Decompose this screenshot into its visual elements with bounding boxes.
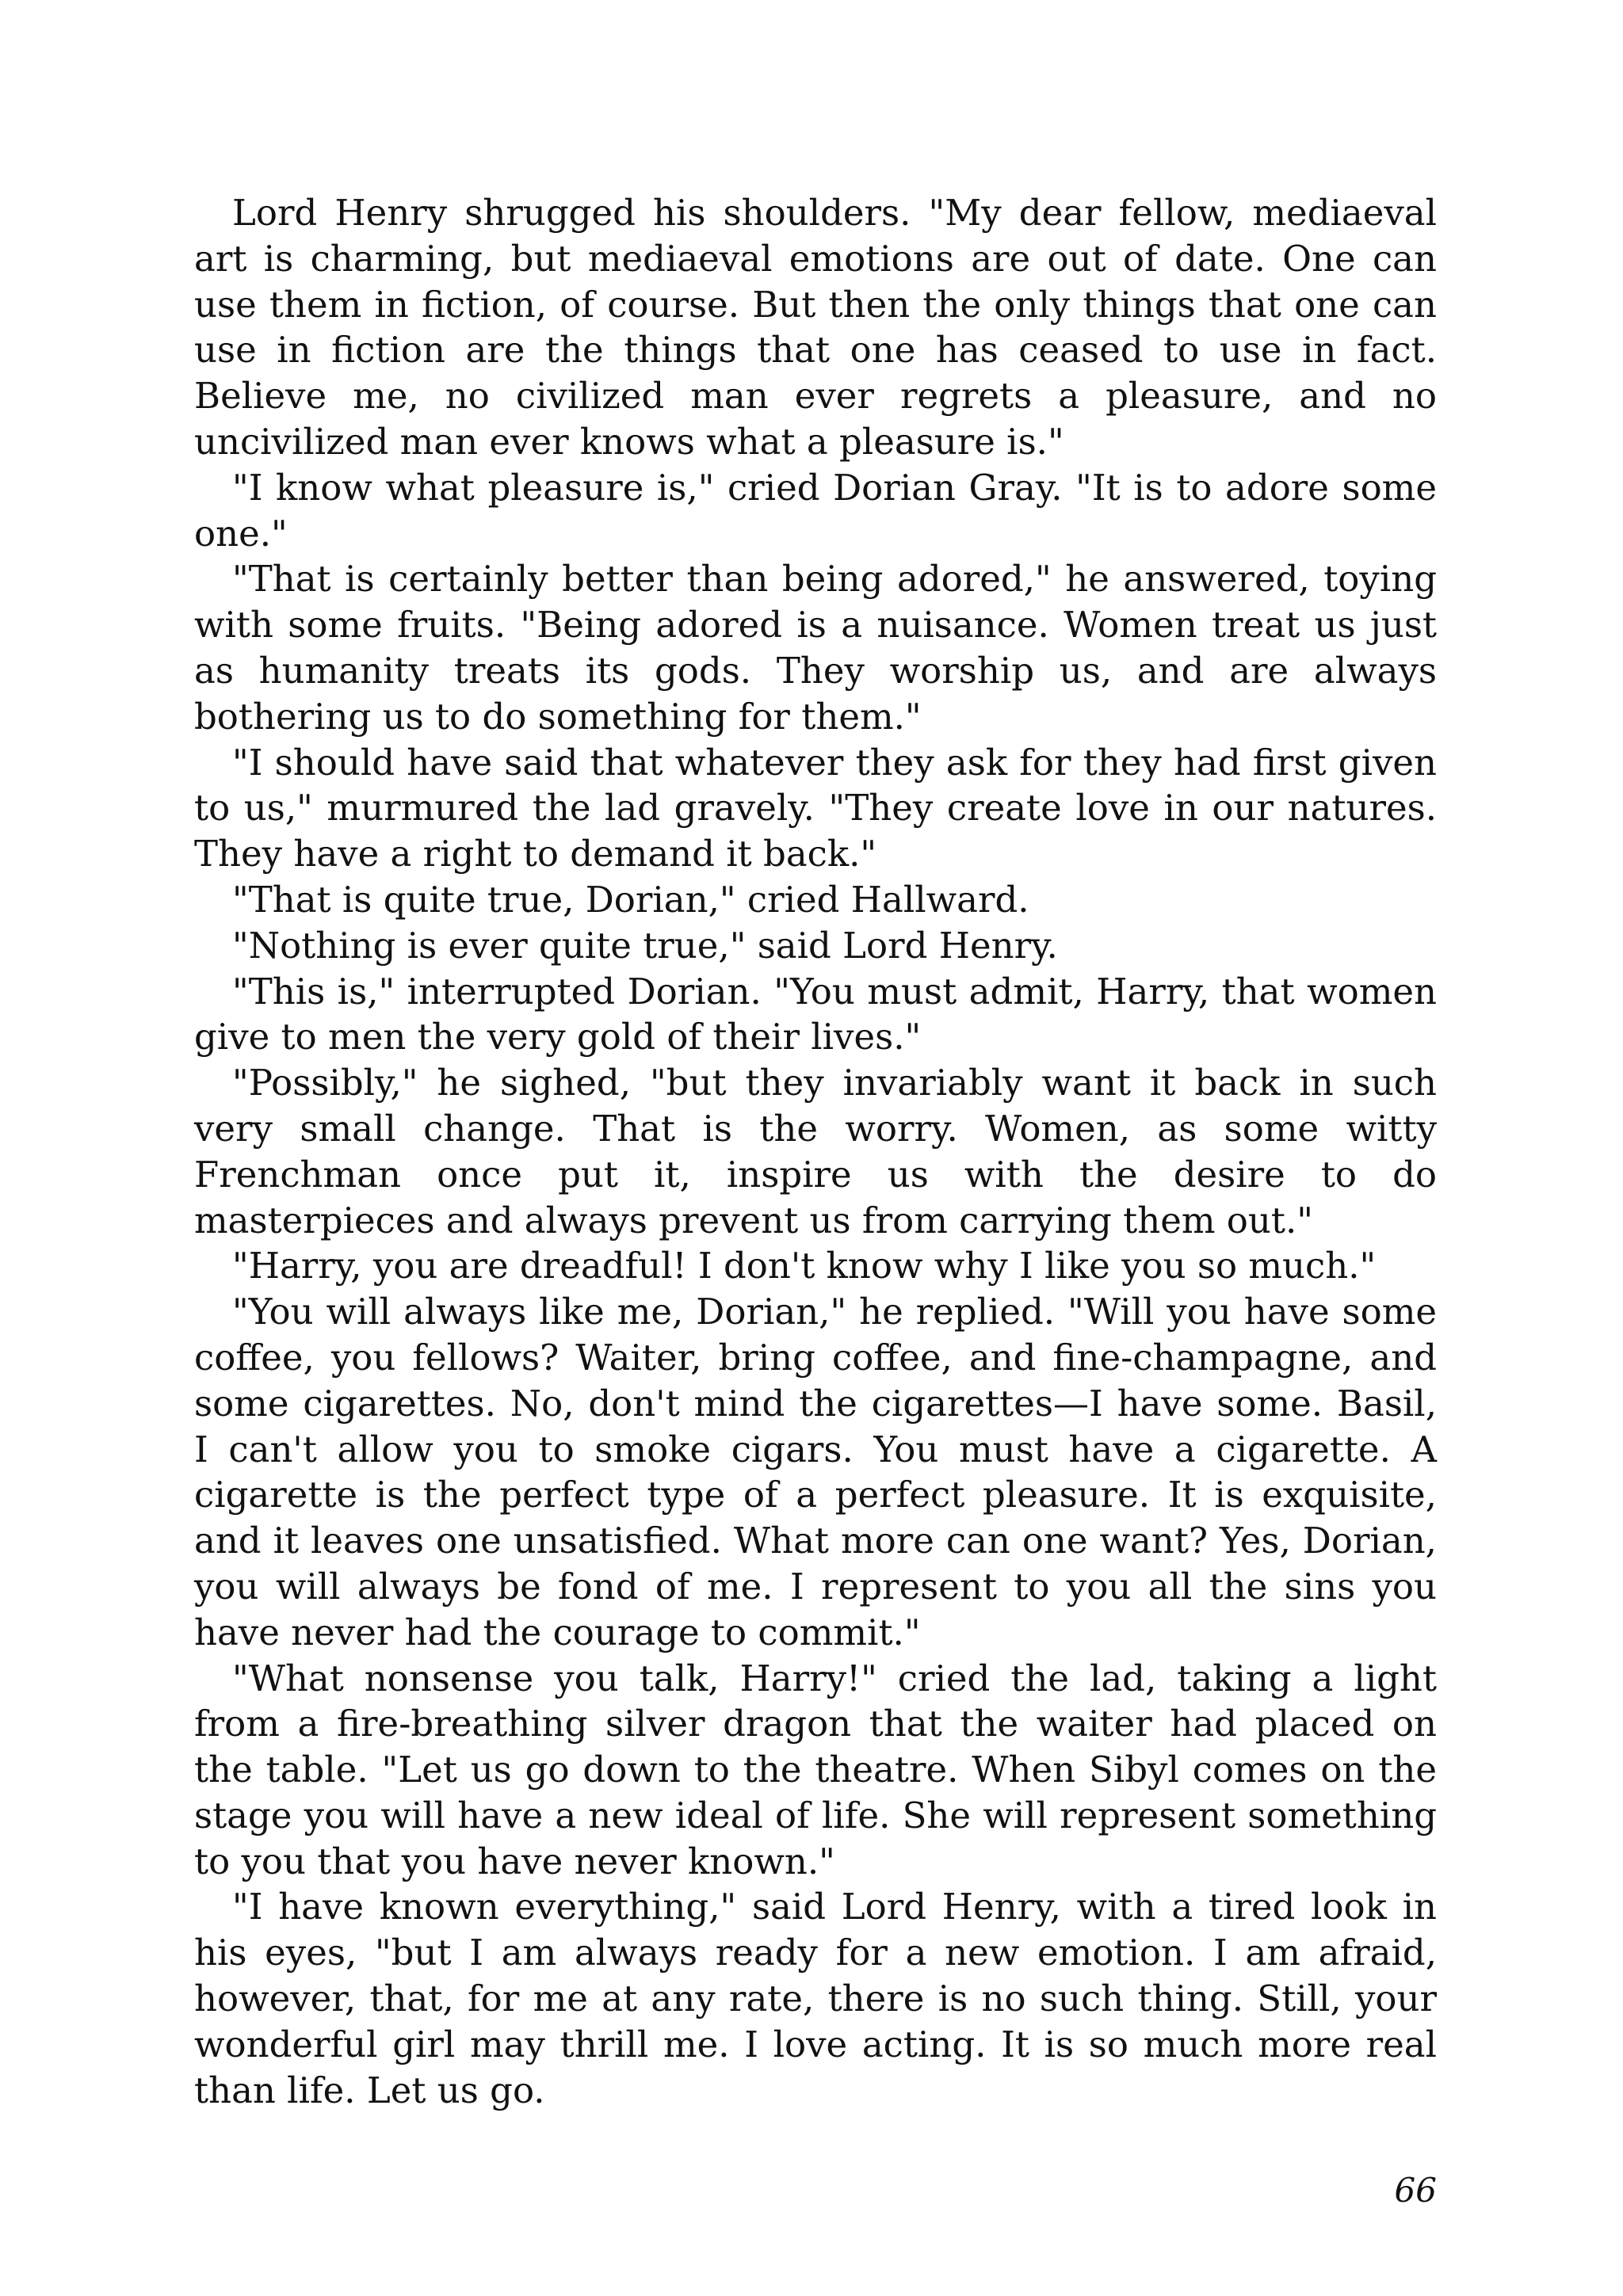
- paragraph: "I know what pleasure is," cried Dorian Gray. "It is to adore some one.": [194, 466, 1437, 555]
- paragraph: "Nothing is ever quite true," said Lord Henry.: [232, 924, 1058, 967]
- paragraph: "Possibly," he sighed, "but they invariably want it back in such very small change. That is the worry. Women, as some witty Frenchman once put it, inspire us with the desire to do masterpieces and always prevent us from carrying them out.": [194, 1062, 1437, 1241]
- paragraph: "You will always like me, Dorian," he replied. "Will you have some coffee, you fellows? Waiter, bring coffee, and fine-champagne, and some cigarettes. No, don't mind the cigarettes—I have some. Basil, I can't allow you to smoke cigars. You must have a cigarette. A cigarette is the perfect type of a perfect pleasure. It is exquisite, and it leaves one unsatisfied. What more can one want? Yes, Dorian, you will always be fond of me. I represent to you all the sins you have never had the courage to commit.": [194, 1291, 1437, 1653]
- body-text: [194, 190, 1437, 2113]
- paragraph: "I have known everything," said Lord Henry, with a tired look in his eyes, "but I am always ready for a new emotion. I am afraid, however, that, for me at any rate, there is no such thing. Still, your wonderful girl may thrill me. I love acting. It is so much more real than life. Let us go.: [194, 1886, 1437, 2111]
- page-number: 66: [1394, 2171, 1437, 2210]
- paragraph: Lord Henry shrugged his shoulders. "My dear fellow, mediaeval art is charming, but mediaeval emotions are out of date. One can use them in fiction, of course. But then the only things that one can use in fiction are the things that one has ceased to use in fact. Believe me, no civilized man ever regrets a pleasure, and no uncivilized man ever knows what a pleasure is.": [194, 192, 1437, 463]
- paragraph: "That is certainly better than being adored," he answered, toying with some fruits. "Being adored is a nuisance. Women treat us just as humanity treats its gods. They worship us, and are always bothering us to do something for them.": [194, 558, 1437, 738]
- paragraph: "Harry, you are dreadful! I don't know why I like you so much.": [232, 1245, 1377, 1287]
- paragraph: "What nonsense you talk, Harry!" cried the lad, taking a light from a fire-breathing silver dragon that the waiter had placed on the table. "Let us go down to the theatre. When Sibyl comes on the stage you will have a new ideal of life. She will represent something to you that you have never known.": [194, 1657, 1437, 1882]
- paragraph: "That is quite true, Dorian," cried Hallward.: [232, 878, 1029, 921]
- paragraph: "This is," interrupted Dorian. "You must admit, Harry, that women give to men the very gold of their lives.": [194, 970, 1437, 1058]
- paragraph: "I should have said that whatever they ask for they had first given to us," murmured the lad gravely. "They create love in our natures. They have a right to demand it back.": [194, 741, 1437, 875]
